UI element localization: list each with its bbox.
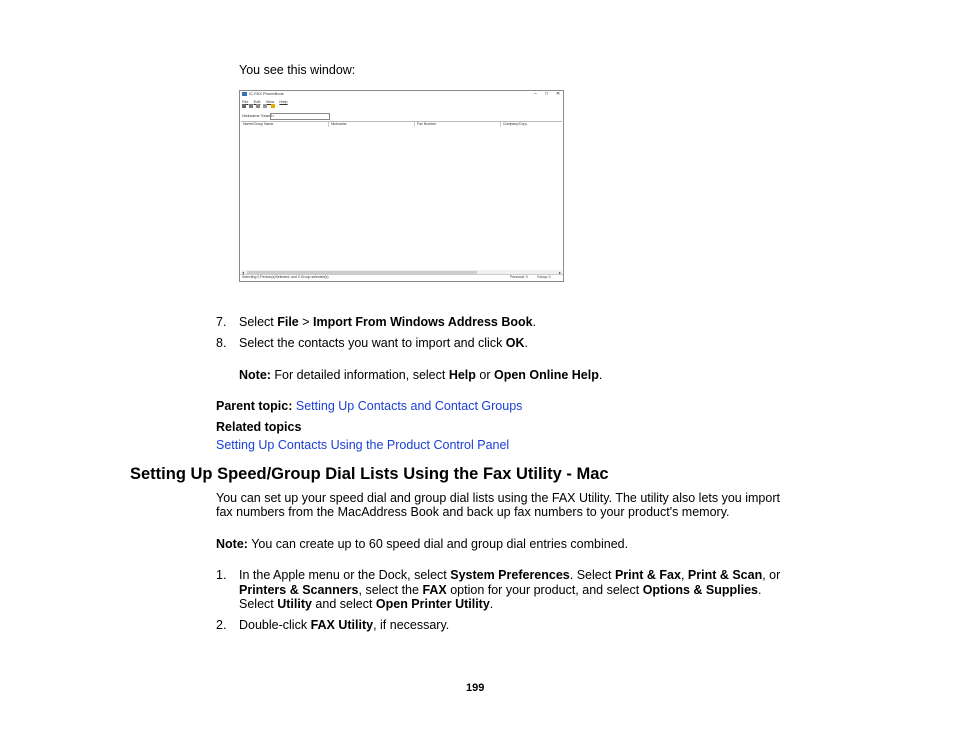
step-8-number: 8. <box>216 336 227 350</box>
maximize-icon[interactable]: □ <box>545 91 549 97</box>
step-2-text: Double-click FAX Utility, if necessary. <box>239 618 450 632</box>
window-titlebar <box>240 91 563 98</box>
menu-view[interactable]: View <box>265 99 275 104</box>
group-icon[interactable] <box>249 104 253 108</box>
status-group: Group: 0 <box>537 275 551 279</box>
col-header-name[interactable]: Name/Group Name <box>241 122 329 127</box>
intro-text: You see this window: <box>239 63 356 77</box>
related-topic-link[interactable]: Setting Up Contacts Using the Product Control Panel <box>216 438 510 452</box>
note-help: Note: For detailed information, select Help or Open Online Help. <box>239 368 603 382</box>
col-header-nickname[interactable]: Nickname <box>329 122 415 127</box>
step-8-text: Select the contacts you want to import and click OK. <box>239 336 529 350</box>
close-icon[interactable]: ✕ <box>556 91 561 97</box>
step-1-number: 1. <box>216 568 227 582</box>
step-7-text: Select File > Import From Windows Address Book. <box>239 315 537 329</box>
step-7-number: 7. <box>216 315 227 329</box>
menu-edit[interactable]: Edit <box>253 99 261 104</box>
menu-help[interactable]: Help <box>279 99 288 104</box>
step-1-line-1: In the Apple menu or the Dock, select System Preferences. Select Print & Fax, Print & Scan, or <box>239 568 781 582</box>
col-header-fax[interactable]: Fax Number <box>415 122 501 127</box>
note-limit: Note: You can create up to 60 speed dial and group dial entries combined. <box>216 537 629 551</box>
menu-file[interactable]: File <box>242 99 249 104</box>
parent-topic-link[interactable]: Setting Up Contacts and Contact Groups <box>295 399 523 413</box>
col-header-company[interactable]: Company/Corp. <box>503 122 528 126</box>
edit-icon[interactable] <box>256 104 260 108</box>
contacts-grid[interactable] <box>241 121 562 269</box>
related-topics-label: Related topics <box>216 420 302 434</box>
folder-icon[interactable] <box>271 104 275 108</box>
person-icon[interactable] <box>242 104 246 108</box>
scroll-left-icon[interactable]: ◂ <box>242 270 245 275</box>
toolbar <box>242 104 282 110</box>
parent-topic <box>216 399 522 413</box>
window-title: IC-FAX PhoneBook <box>249 91 284 96</box>
step-1-line-2: Printers & Scanners, select the FAX option for your product, and select Options & Supplies. <box>239 583 762 597</box>
search-label: Nickname Search <box>242 113 274 118</box>
section-heading: Setting Up Speed/Group Dial Lists Using the Fax Utility - Mac <box>130 465 609 483</box>
paragraph-line-1: You can set up your speed dial and group dial lists using the FAX Utility. The utility also lets you import <box>216 491 780 505</box>
paragraph-line-2: fax numbers from the MacAddress Book and back up fax numbers to your product's memory. <box>216 505 730 519</box>
scroll-right-icon[interactable]: ▸ <box>558 270 561 275</box>
search-input[interactable] <box>270 113 330 120</box>
page-number: 199 <box>466 682 485 694</box>
status-personal: Personal: 0 <box>510 275 528 279</box>
delete-icon[interactable] <box>263 104 267 108</box>
app-icon <box>242 92 247 96</box>
phonebook-window-screenshot <box>239 90 564 282</box>
status-text: Selecting 0 Person(s)Selected, and 0 Group selected(s) <box>242 275 329 279</box>
step-2-number: 2. <box>216 618 227 632</box>
parent-topic-label: Parent topic: <box>216 399 293 413</box>
step-1-line-3: Select Utility and select Open Printer Utility. <box>239 597 494 611</box>
minimize-icon[interactable]: – <box>534 91 537 97</box>
status-bar <box>240 274 563 281</box>
